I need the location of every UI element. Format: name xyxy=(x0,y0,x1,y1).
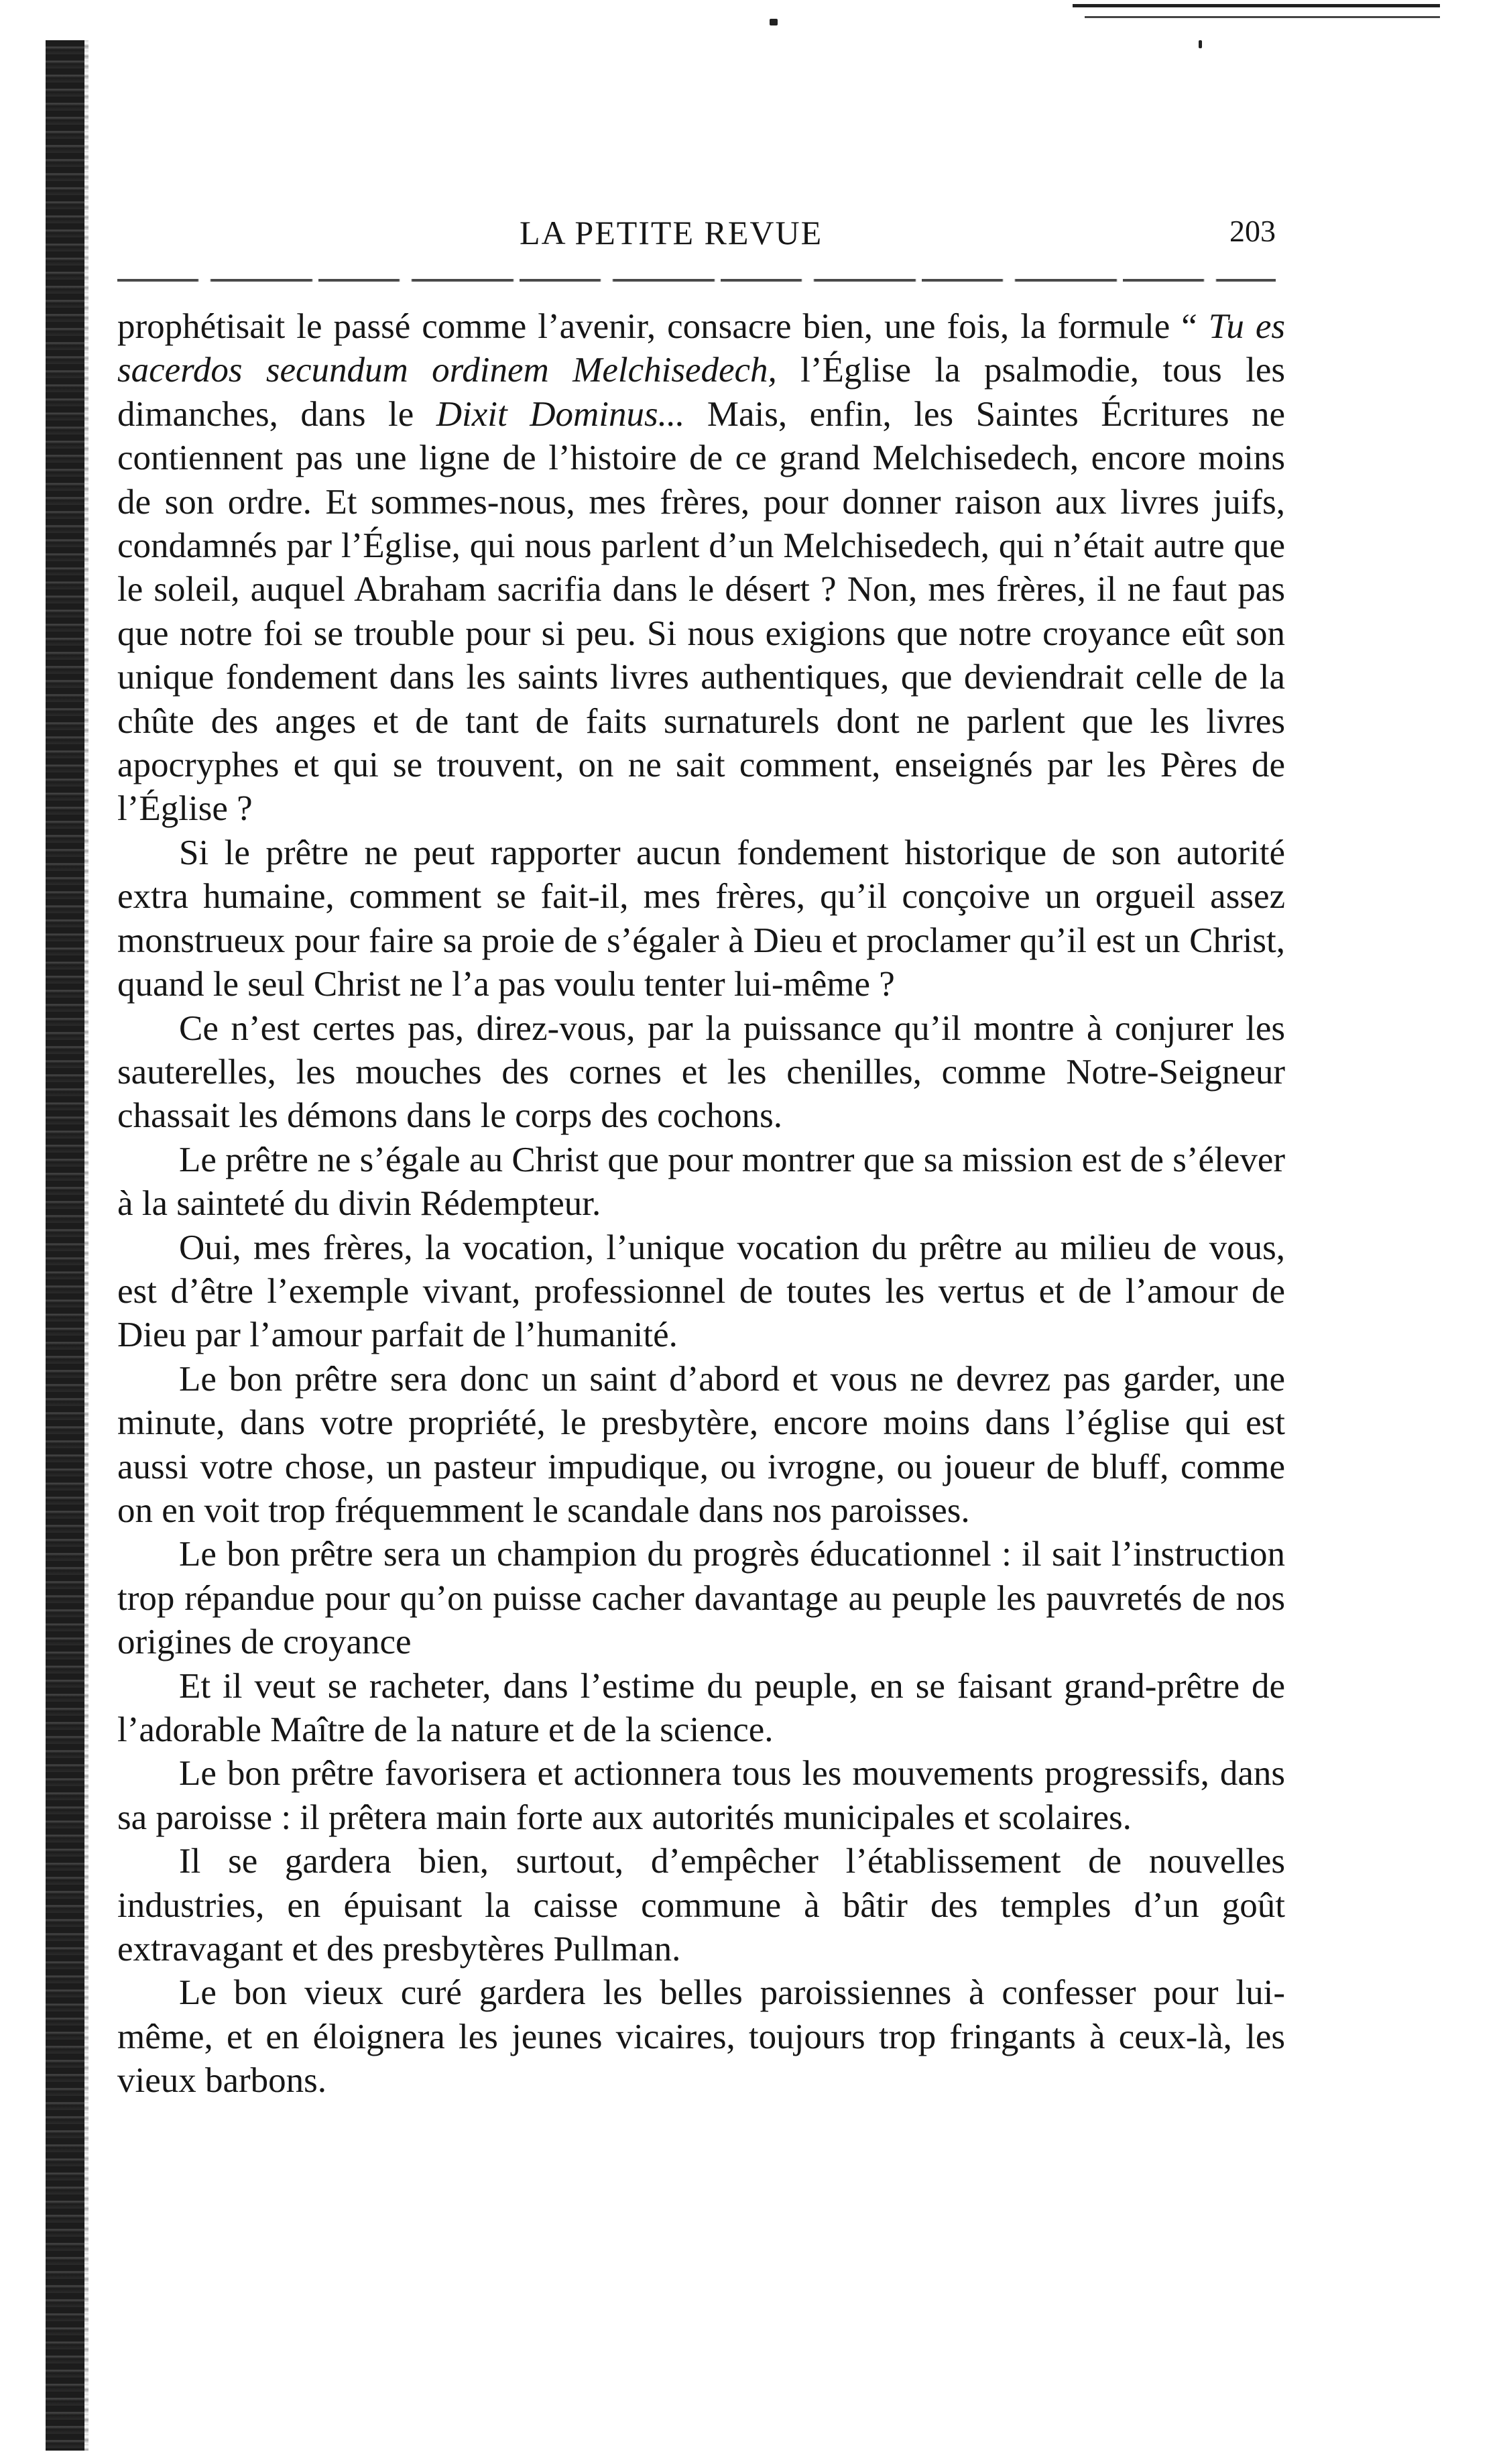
scan-speck xyxy=(770,19,778,25)
text-run: Le bon prêtre sera un champion du progrès éducationnel : il sait l’instruction trop répandue pour qu’on puisse cacher davantage au peuple les pauvretés de nos origines de croyance xyxy=(117,1535,1285,1662)
paragraph xyxy=(117,305,1285,831)
scan-top-rule-thin xyxy=(1085,16,1440,18)
running-header-title: LA PETITE REVUE xyxy=(520,214,823,251)
text-run: Il se gardera bien, surtout, d’empêcher l’établissement de nouvelles industries, en épuisant la caisse commune à bâtir des temples d’un goût extravagant et des presbytères Pullman. xyxy=(117,1842,1285,1969)
paragraph xyxy=(117,1752,1285,1840)
scan-binding-shadow xyxy=(84,40,88,2451)
page-number: 203 xyxy=(1229,214,1276,248)
paragraph xyxy=(117,1665,1285,1753)
text-run: Oui, mes frères, la vocation, l’unique vocation du prêtre au milieu de vous, est d’être l’exemple vivant, professionnel de toutes les vertus et de l’amour de Dieu par l’amour parfait de l’humanité. xyxy=(117,1228,1285,1355)
scan-speck xyxy=(1199,40,1202,48)
text-run: Le bon vieux curé gardera les belles paroissiennes à confesser pour lui-même, et en éloignera les jeunes vicaires, toujours trop fringants à ceux-là, les vieux barbons. xyxy=(117,1973,1285,2101)
body-text xyxy=(117,305,1285,2103)
text-run: Le bon prêtre favorisera et actionnera tous les mouvements progressifs, dans sa paroisse : il prêtera main forte aux autorités municipales et scolaires. xyxy=(117,1754,1285,1837)
text-run: Mais, enfin, les Saintes Écritures ne contiennent pas une ligne de l’histoire de ce grand Melchisedech, encore moins de son ordre. Et sommes-nous, mes frères, pour donner raison aux livres juifs, condamnés par l’Église, qui nous parlent d’un Melchisedech, qui n’était autre que le soleil, auquel Abraham sacrifia dans le désert ? Non, mes frères, il ne faut pas que notre foi se trouble pour si peu. Si nous exigions que notre croyance eût son unique fondement dans les saints livres authentiques, que deviendrait celle de la chûte des anges et de tant de faits surnaturels dont ne parlent que les livres apocryphes et qui se trouvent, on ne sait comment, enseignés par les Pères de l’Église ? xyxy=(117,394,1286,829)
paragraph xyxy=(117,1533,1285,1664)
text-run: Si le prêtre ne peut rapporter aucun fondement historique de son autorité extra humaine, comment se fait-il, mes frères, qu’il conçoive un orgueil assez monstrueux pour faire sa proie de s’égaler à Dieu et proclamer qu’il est un Christ, quand le seul Christ ne l’a pas voulu tenter lui-même ? xyxy=(117,833,1285,1004)
paragraph xyxy=(117,1358,1285,1533)
paragraph xyxy=(117,1138,1285,1226)
text-run: Le prêtre ne s’égale au Christ que pour montrer que sa mission est de s’élever à la sainteté du divin Rédempteur. xyxy=(117,1140,1285,1224)
text-run: Le bon prêtre sera donc un saint d’abord et vous ne devrez pas garder, une minute, dans votre propriété, le presbytère, encore moins dans l’église qui est aussi votre chose, un pasteur impudique, ou ivrogne, ou joueur de bluff, comme on en voit trop fréquemment le scandale dans nos paroisses. xyxy=(117,1359,1285,1530)
italic-text: Dixit Dominus... xyxy=(436,394,685,434)
text-run: prophétisait le passé comme l’avenir, consacre bien, une fois, la formule “ xyxy=(117,307,1209,346)
paragraph xyxy=(117,831,1285,1007)
paragraph xyxy=(117,1840,1285,1971)
running-header xyxy=(117,213,1276,267)
scan-top-rule xyxy=(1073,4,1440,7)
text-run: Et il veut se racheter, dans l’estime du peuple, en se faisant grand-prêtre de l’adorable Maître de la nature et de la science. xyxy=(117,1666,1285,1749)
italic-text: Tu es sacerdos secundum ordinem Melchisedech, xyxy=(117,307,1285,390)
text-run: l’Église la psalmodie, tous les dimanches, dans le xyxy=(117,351,1286,434)
paragraph xyxy=(117,1971,1285,2103)
paragraph xyxy=(117,1226,1285,1358)
scan-binding-edge xyxy=(46,40,84,2451)
header-rule xyxy=(117,279,1276,282)
text-run: Ce n’est certes pas, direz-vous, par la puissance qu’il montre à conjurer les sauterelles, les mouches des cornes et les chenilles, comme Notre-Seigneur chassait les démons dans le corps des cochons. xyxy=(117,1008,1285,1136)
paragraph xyxy=(117,1007,1285,1138)
